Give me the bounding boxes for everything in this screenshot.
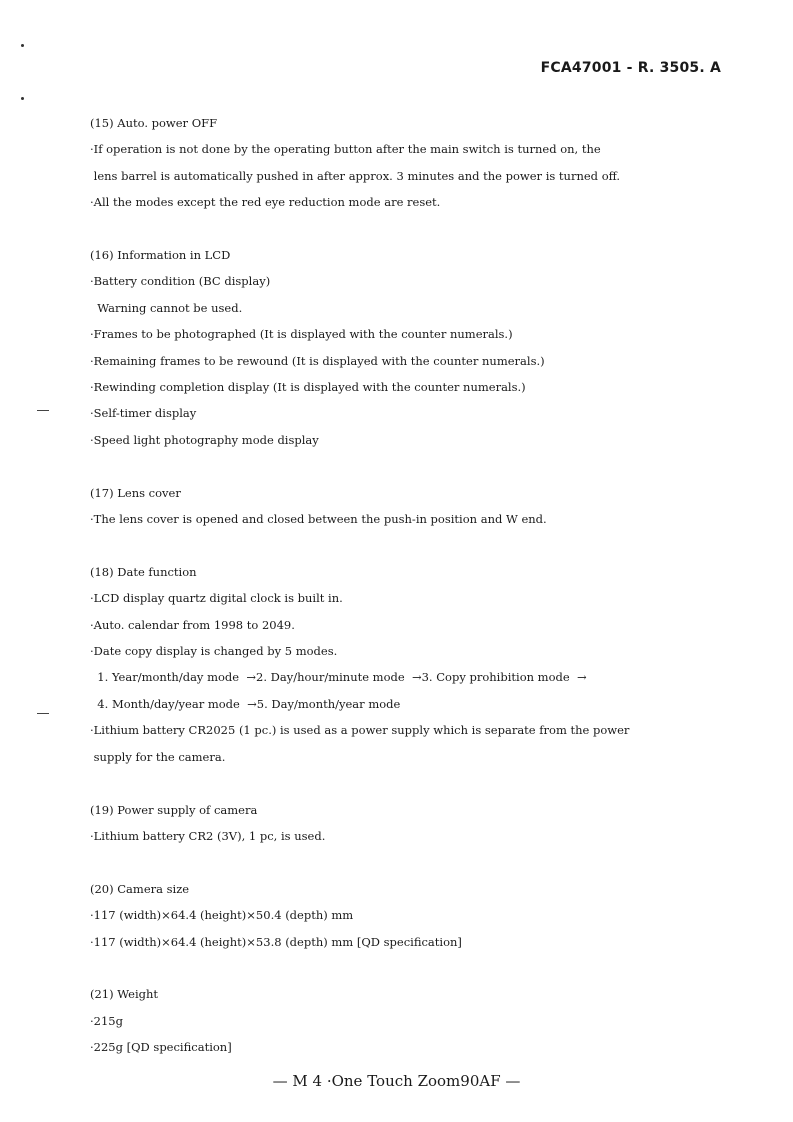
spec-line: supply for the camera.	[90, 749, 226, 764]
spec-content	[90, 110, 740, 1087]
spec-line: ·The lens cover is opened and closed between the push-in position and W end.	[90, 512, 547, 527]
spec-section	[90, 559, 740, 770]
section-title: (19) Power supply of camera	[90, 802, 258, 817]
spec-line: 1. Year/month/day mode →2. Day/hour/minute mode →3. Copy prohibition mode →	[90, 670, 587, 685]
section-title: (17) Lens cover	[90, 485, 181, 500]
section-title: (18) Date function	[90, 564, 197, 579]
spec-line: ·215g	[90, 1013, 123, 1028]
spec-section	[90, 797, 740, 850]
margin-dot	[21, 97, 24, 100]
spec-line: ·117 (width)×64.4 (height)×50.4 (depth) mm	[90, 908, 354, 923]
spec-line: 4. Month/day/year mode →5. Day/month/year mode	[90, 696, 401, 711]
document-code: FCA47001 - R. 3505. A	[540, 60, 721, 76]
margin-dot	[21, 44, 24, 47]
margin-dash	[37, 713, 49, 714]
spec-line: ·Self-timer display	[90, 406, 197, 421]
spec-line: ·Remaining frames to be rewound (It is displayed with the counter numerals.)	[90, 353, 545, 368]
spec-line: ·Speed light photography mode display	[90, 432, 319, 447]
spec-line: ·Lithium battery CR2 (3V), 1 pc, is used.	[90, 828, 326, 843]
spec-line: ·Auto. calendar from 1998 to 2049.	[90, 617, 295, 632]
spec-section	[90, 242, 740, 453]
section-title: (21) Weight	[90, 987, 159, 1002]
spec-line: ·If operation is not done by the operating button after the main switch is turned on, the	[90, 142, 601, 157]
section-title: (20) Camera size	[90, 881, 190, 896]
spec-section	[90, 110, 740, 216]
spec-line: lens barrel is automatically pushed in after approx. 3 minutes and the power is turned off.	[90, 168, 621, 183]
spec-section	[90, 480, 740, 533]
spec-section	[90, 876, 740, 955]
section-title: (16) Information in LCD	[90, 248, 231, 263]
spec-line: ·Lithium battery CR2025 (1 pc.) is used as a power supply which is separate from the power	[90, 723, 630, 738]
section-title: (15) Auto. power OFF	[90, 116, 218, 130]
margin-dash	[37, 410, 49, 411]
spec-line: ·Rewinding completion display (It is displayed with the counter numerals.)	[90, 380, 526, 395]
spec-line: ·Frames to be photographed (It is displayed with the counter numerals.)	[90, 327, 513, 342]
spec-line: ·117 (width)×64.4 (height)×53.8 (depth) mm [QD specification]	[90, 934, 462, 949]
page-footer: — M 4 ·One Touch Zoom90AF —	[272, 1072, 521, 1090]
spec-section	[90, 981, 740, 1060]
spec-line: ·All the modes except the red eye reduction mode are reset.	[90, 195, 441, 210]
spec-line: ·Date copy display is changed by 5 modes.	[90, 644, 338, 659]
spec-line: Warning cannot be used.	[90, 300, 243, 315]
spec-line: ·LCD display quartz digital clock is built in.	[90, 591, 343, 606]
spec-line: ·225g [QD specification]	[90, 1040, 232, 1055]
spec-line: ·Battery condition (BC display)	[90, 274, 271, 289]
